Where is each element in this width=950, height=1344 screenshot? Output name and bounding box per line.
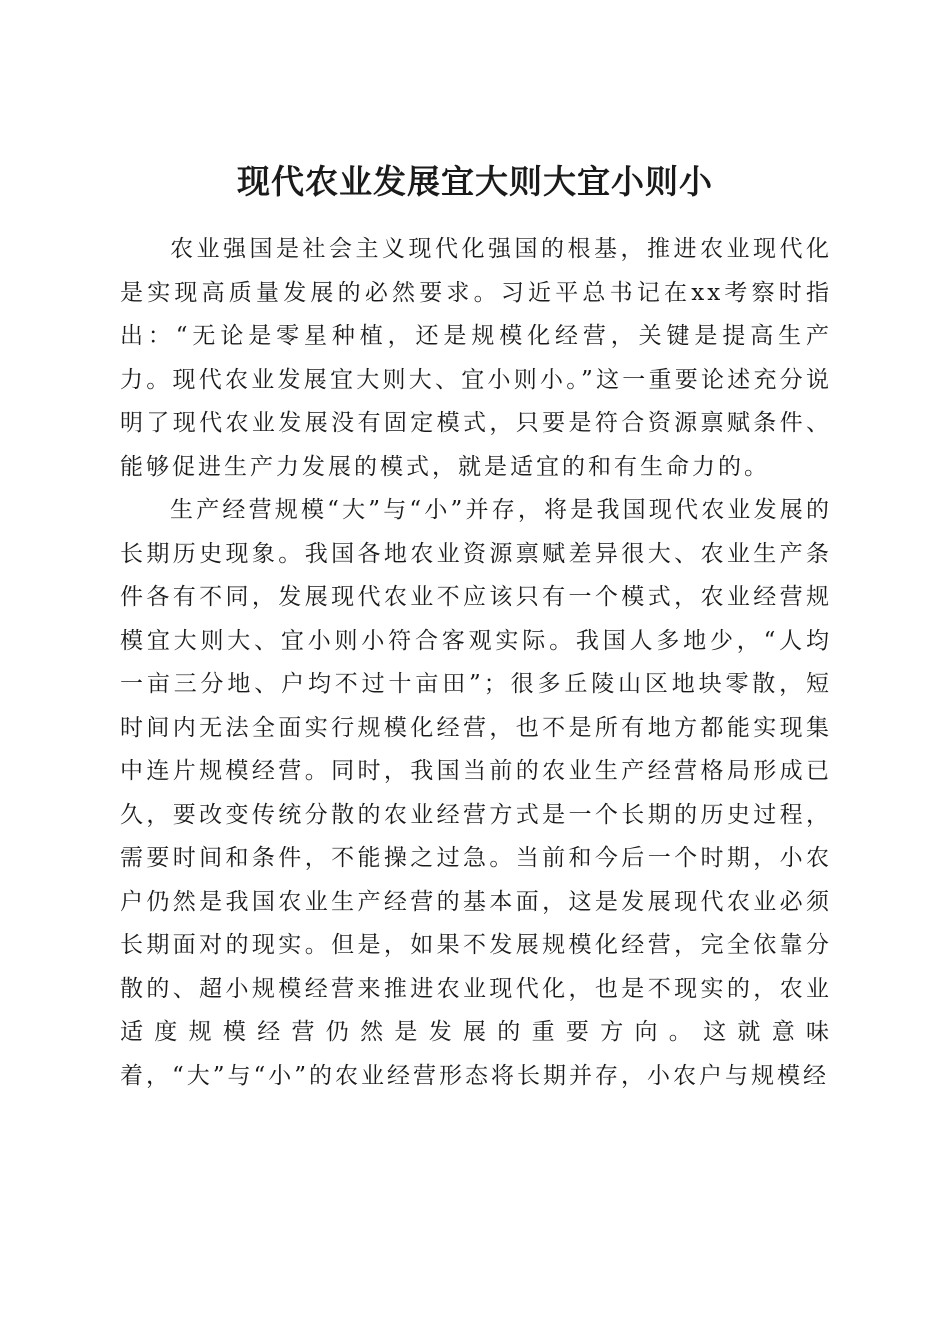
- paragraph-2: 生产经营规模“大”与“小”并存，将是我国现代农业发展的长期历史现象。我国各地农业资源禀赋差异很大、农业生产条件各有不同，发展现代农业不应该只有一个模式，农业经营规模宜大则大、宜小则小符合客观实际。我国人多地少，“人均一亩三分地、户均不过十亩田”；很多丘陵山区地块零散，短时间内无法全面实行规模化经营，也不是所有地方都能实现集中连片规模经营。同时，我国当前的农业生产经营格局形成已久，要改变传统分散的农业经营方式是一个长期的历史过程，需要时间和条件，不能操之过急。当前和今后一个时期，小农户仍然是我国农业生产经营的基本面，这是发展现代农业必须长期面对的现实。但是，如果不发展规模化经营，完全依靠分散的、超小规模经营来推进农业现代化，也是不现实的，农业适度规模经营仍然是发展的重要方向。这就意味着，“大”与“小”的农业经营形态将长期并存，小农户与规模经: [120, 497, 832, 1089]
- document-body: [120, 228, 832, 1098]
- document-title: 现代农业发展宜大则大宜小则小: [237, 162, 713, 202]
- paragraph-1: 农业强国是社会主义现代化强国的根基，推进农业现代化是实现高质量发展的必然要求。习近平总书记在xx考察时指出：“无论是零星种植，还是规模化经营，关键是提高生产力。现代农业发展宜大则大、宜小则小。”这一重要论述充分说明了现代农业发展没有固定模式，只要是符合资源禀赋条件、能够促进生产力发展的模式，就是适宜的和有生命力的。: [120, 236, 832, 480]
